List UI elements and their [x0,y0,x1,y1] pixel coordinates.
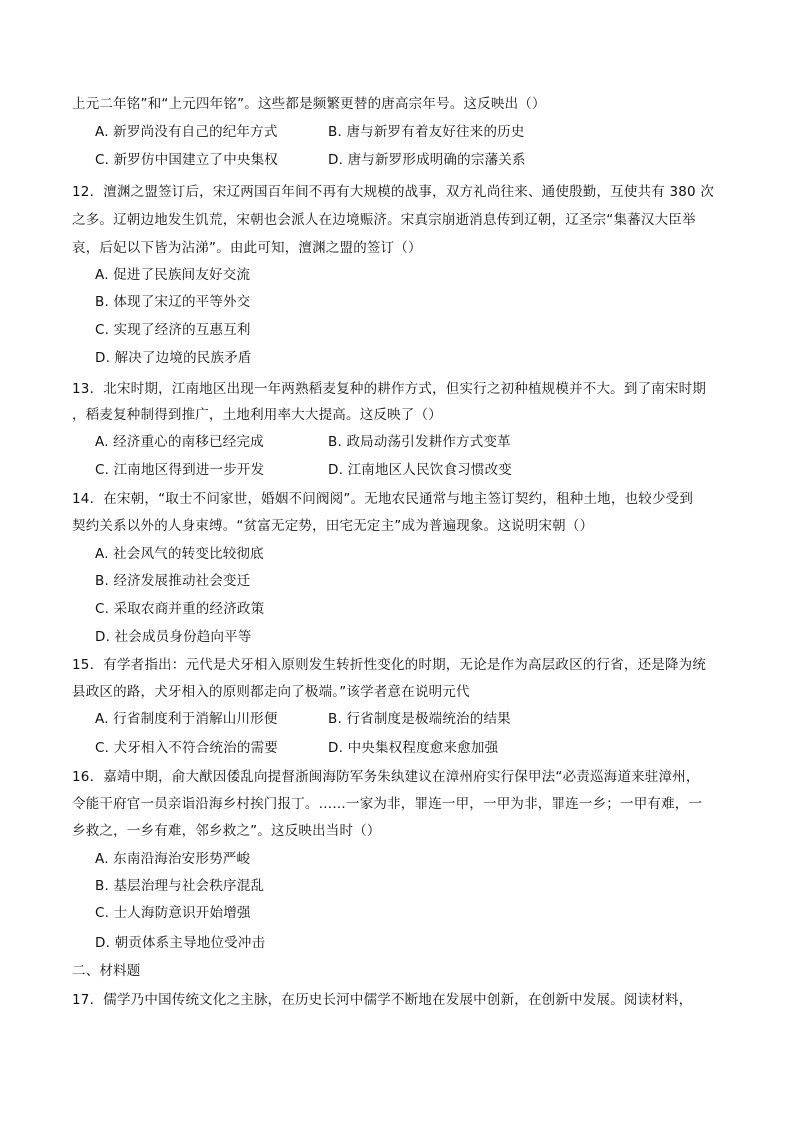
q13-option-d: D. 江南地区人民饮食习惯改变 [328,462,512,478]
q11-option-b: B. 唐与新罗有着友好往来的历史 [328,124,525,140]
q14-option-a: A. 社会风气的转变比较彻底 [95,546,264,562]
q16-stem-line-2: 令能干府官一员亲诣沿海乡村挨门报丁。……一家为非，罪连一甲，一甲为非，罪连一乡；一甲有难，一 [72,796,703,812]
q13-option-a: A. 经济重心的南移已经完成 [95,434,264,450]
q12-stem-line-2: 之多。辽朝边地发生饥荒，宋朝也会派人在边境赈济。宋真宗崩逝消息传到辽朝，辽圣宗“集蕃汉大臣举 [72,212,696,228]
q11-stem-tail: 上元二年铭”和“上元四年铭”。这些都是频繁更替的唐高宗年号。这反映出（） [72,96,546,112]
q14-option-b: B. 经济发展推动社会变迁 [95,573,251,589]
q15-option-a: A. 行省制度利于消解山川形便 [95,711,278,727]
q12-stem-line-3: 哀，后妃以下皆为沾涕”。由此可知，澶渊之盟的签订（） [72,240,422,256]
section-heading-materials: 二、材料题 [72,963,141,979]
q11-option-c: C. 新罗仿中国建立了中央集权 [95,152,279,168]
q12-option-d: D. 解决了边境的民族矛盾 [95,350,252,366]
q15-stem-line-1: 15．有学者指出：元代是犬牙相入原则发生转折性变化的时期，无论是作为高层政区的行省，还是降为统 [72,657,707,673]
q14-stem-line-2: 契约关系以外的人身束缚。“贫富无定势，田宅无定主”成为普遍现象。这说明宋朝（） [72,518,594,534]
q16-option-b: B. 基层治理与社会秩序混乱 [95,878,265,894]
q16-option-c: C. 士人海防意识开始增强 [95,905,251,921]
q12-option-b: B. 体现了宋辽的平等外交 [95,294,251,310]
q15-option-c: C. 犬牙相入不符合统治的需要 [95,740,279,756]
q12-option-a: A. 促进了民族间友好交流 [95,267,251,283]
q12-option-c: C. 实现了经济的互惠互利 [95,322,251,338]
q16-option-d: D. 朝贡体系主导地位受冲击 [95,935,266,951]
q15-stem-line-2: 县政区的路，犬牙相入的原则都走向了极端。”该学者意在说明元代 [72,684,470,700]
q14-option-d: D. 社会成员身份趋向平等 [95,629,252,645]
q14-option-c: C. 采取农商并重的经济政策 [95,601,265,617]
q16-stem-line-1: 16．嘉靖中期，俞大猷因倭乱向提督浙闽海防军务朱纨建议在漳州府实行保甲法“必责巡海道来驻漳州， [72,769,700,785]
q11-option-a: A. 新罗尚没有自己的纪年方式 [95,124,278,140]
q13-stem-line-2: ，稻麦复种制得到推广，土地利用率大大提高。这反映了（） [72,407,442,423]
q17-stem-line-1: 17．儒学乃中国传统文化之主脉，在历史长河中儒学不断地在发展中创新，在创新中发展。阅读材料， [72,992,693,1008]
q16-option-a: A. 东南沿海治安形势严峻 [95,851,251,867]
q13-option-c: C. 江南地区得到进一步开发 [95,462,265,478]
q15-option-b: B. 行省制度是极端统治的结果 [328,711,511,727]
q13-stem-line-1: 13．北宋时期，江南地区出现一年两熟稻麦复种的耕作方式，但实行之初种植规模并不大。到了南宋时期 [72,381,707,397]
q16-stem-line-3: 乡救之，一乡有难，邻乡救之”。这反映出当时（） [72,823,381,839]
q11-option-d: D. 唐与新罗形成明确的宗藩关系 [328,152,526,168]
q14-stem-line-1: 14．在宋朝，“取士不问家世，婚姻不问阀阅”。无地农民通常与地主签订契约，租种土地，也较少受到 [72,491,694,507]
q15-option-d: D. 中央集权程度愈来愈加强 [328,740,499,756]
q12-stem-line-1: 12．澶渊之盟签订后，宋辽两国百年间不再有大规模的战事，双方礼尚往来、通使殷勤，互使共有 380 次 [72,184,715,200]
q13-option-b: B. 政局动荡引发耕作方式变革 [328,434,511,450]
